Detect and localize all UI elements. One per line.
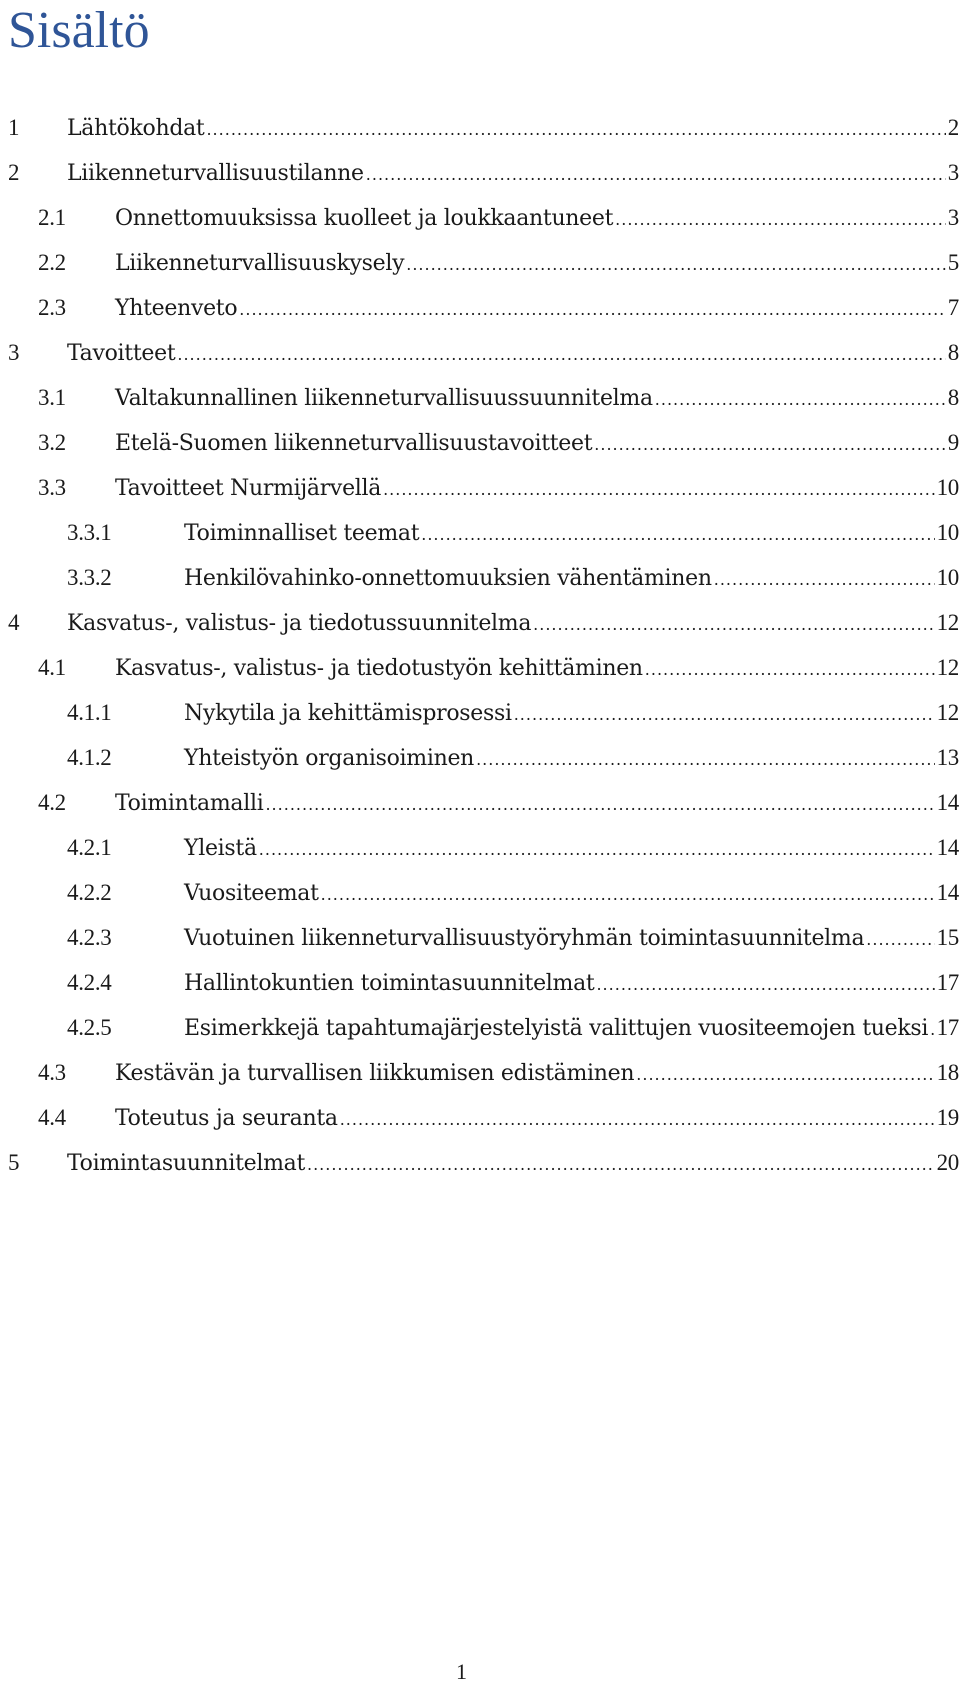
toc-entry-number: 4.3	[38, 1059, 66, 1085]
toc-entry-body	[115, 475, 959, 501]
toc-entry-title: Kestävän ja turvallisen liikkumisen edistäminen	[115, 1060, 635, 1086]
page-number: 1	[456, 1659, 467, 1684]
toc-entry-title: Henkilövahinko-onnettomuuksien vähentäminen	[184, 565, 712, 591]
toc-entry-title: Onnettomuuksissa kuolleet ja loukkaantuneet	[115, 205, 614, 231]
toc-entry-page: 13	[936, 744, 959, 770]
toc-entry[interactable]	[0, 1095, 960, 1140]
toc-entry-page: 8	[947, 339, 959, 365]
toc-entry-body	[67, 160, 959, 186]
toc-entry-title: Tavoitteet	[67, 340, 176, 366]
toc-entry-title: Toiminnalliset teemat	[184, 520, 420, 546]
toc-entry[interactable]	[0, 375, 960, 420]
toc-entry-body	[67, 340, 959, 366]
toc-dot-leader	[655, 390, 946, 409]
toc-entry[interactable]	[0, 645, 960, 690]
toc-entry-page: 12	[936, 654, 959, 680]
toc-entry[interactable]	[0, 510, 960, 555]
toc-entry[interactable]	[0, 555, 960, 600]
toc-entry-body	[67, 115, 959, 141]
toc-entry-title: Esimerkkejä tapahtumajärjestelyistä valittujen vuositeemojen tueksi	[184, 1015, 929, 1041]
toc-entry[interactable]	[0, 735, 960, 780]
toc-entry-body	[184, 970, 959, 996]
toc-entry-page: 7	[947, 294, 959, 320]
toc-dot-leader	[383, 480, 935, 499]
toc-entry-title: Vuotuinen liikenneturvallisuustyöryhmän toimintasuunnitelma	[184, 925, 865, 951]
toc-entry[interactable]	[0, 1005, 960, 1050]
toc-dot-leader	[406, 255, 946, 274]
toc-entry-page: 14	[936, 834, 959, 860]
toc-dot-leader	[476, 750, 935, 769]
toc-entry-number: 4.2.4	[67, 969, 112, 995]
toc-dot-leader	[645, 660, 935, 679]
toc-dot-leader	[340, 1110, 935, 1129]
toc-entry-number: 2.3	[38, 294, 66, 320]
toc-entry-number: 3.1	[38, 384, 66, 410]
toc-entry-body	[67, 610, 959, 636]
toc-entry-page: 10	[936, 474, 959, 500]
toc-entry-number: 4.2	[38, 789, 66, 815]
toc-dot-leader	[636, 1065, 934, 1084]
toc-entry-body	[184, 520, 959, 546]
toc-entry-page: 10	[936, 564, 959, 590]
toc-entry-body	[115, 250, 959, 276]
toc-entry-title: Lähtökohdat	[67, 115, 205, 141]
toc-entry-number: 3.3.2	[67, 564, 112, 590]
toc-dot-leader	[714, 570, 935, 589]
toc-entry-title: Toteutus ja seuranta	[115, 1105, 338, 1131]
toc-entry[interactable]	[0, 1050, 960, 1095]
toc-dot-leader	[615, 210, 946, 229]
toc-entry-page: 20	[936, 1149, 959, 1175]
toc-entry-page: 10	[936, 519, 959, 545]
toc-entry-number: 4.2.3	[67, 924, 112, 950]
toc-dot-leader	[239, 300, 946, 319]
toc-entry-title: Yhteistyön organisoiminen	[184, 745, 475, 771]
toc-entry[interactable]	[0, 465, 960, 510]
toc-entry-body	[115, 430, 959, 456]
toc-entry-body	[115, 1105, 959, 1131]
toc-entry-body	[115, 790, 959, 816]
toc-entry[interactable]	[0, 195, 960, 240]
toc-dot-leader	[259, 840, 935, 859]
toc-entry-page: 17	[936, 969, 959, 995]
toc-entry-title: Yhteenveto	[115, 295, 238, 321]
toc-entry-body	[184, 700, 959, 726]
toc-entry-body	[184, 565, 959, 591]
toc-entry-number: 4	[8, 609, 20, 635]
toc-entry-body	[184, 1015, 959, 1041]
toc-entry[interactable]	[0, 915, 960, 960]
toc-entry[interactable]	[0, 600, 960, 645]
toc-entry-body	[67, 1150, 959, 1176]
toc-entry-number: 4.1.1	[67, 699, 112, 725]
toc-entry-title: Hallintokuntien toimintasuunnitelmat	[184, 970, 595, 996]
toc-dot-leader	[366, 165, 946, 184]
toc-entry-number: 4.1.2	[67, 744, 112, 770]
toc-entry-page: 3	[947, 159, 959, 185]
toc-entry-title: Valtakunnallinen liikenneturvallisuussuunnitelma	[115, 385, 653, 411]
toc-dot-leader	[930, 1020, 934, 1039]
toc-entry-title: Kasvatus-, valistus- ja tiedotustyön kehittäminen	[115, 655, 643, 681]
toc-entry-title: Yleistä	[184, 835, 257, 861]
toc-dot-leader	[596, 975, 934, 994]
toc-entry-number: 2.2	[38, 249, 66, 275]
toc-entry-title: Kasvatus-, valistus- ja tiedotussuunnitelma	[67, 610, 532, 636]
toc-entry[interactable]	[0, 960, 960, 1005]
toc-entry-body	[184, 880, 959, 906]
toc-entry-page: 3	[947, 204, 959, 230]
toc-entry-body	[115, 1060, 959, 1086]
toc-entry-number: 4.4	[38, 1104, 66, 1130]
toc-entry-number: 2.1	[38, 204, 66, 230]
toc-entry[interactable]	[0, 150, 960, 195]
toc-entry-page: 15	[936, 924, 959, 950]
toc-dot-leader	[265, 795, 934, 814]
toc-entry-body	[184, 835, 959, 861]
toc-entry-title: Vuositeemat	[184, 880, 319, 906]
toc-dot-leader	[421, 525, 934, 544]
toc-entry-body	[115, 655, 959, 681]
toc-entry-body	[115, 385, 959, 411]
toc-entry-number: 3.2	[38, 429, 66, 455]
toc-entry[interactable]	[0, 1140, 960, 1185]
toc-entry-page: 9	[947, 429, 959, 455]
toc-entry-title: Etelä-Suomen liikenneturvallisuustavoitteet	[115, 430, 593, 456]
toc-entry[interactable]	[0, 285, 960, 330]
toc-entry-number: 2	[8, 159, 20, 185]
toc-entry-number: 3	[8, 339, 20, 365]
toc-entry[interactable]	[0, 825, 960, 870]
toc-entry-title: Tavoitteet Nurmijärvellä	[115, 475, 382, 501]
toc-entry-number: 4.2.1	[67, 834, 112, 860]
toc-entry-page: 8	[947, 384, 959, 410]
toc-entry-title: Liikenneturvallisuustilanne	[67, 160, 364, 186]
toc-entry[interactable]	[0, 690, 960, 735]
toc-entry-body	[184, 925, 959, 951]
toc-entry-number: 1	[8, 114, 20, 140]
toc-entry-title: Nykytila ja kehittämisprosessi	[184, 700, 512, 726]
toc-entry[interactable]	[0, 420, 960, 465]
toc-entry-body	[115, 205, 959, 231]
toc-entry-title: Toimintasuunnitelmat	[67, 1150, 305, 1176]
toc-entry-page: 19	[936, 1104, 959, 1130]
toc-dot-leader	[533, 615, 934, 634]
toc-entry[interactable]	[0, 870, 960, 915]
toc-dot-leader	[206, 120, 945, 139]
toc-entry-number: 4.2.2	[67, 879, 112, 905]
table-of-contents	[0, 105, 960, 1185]
toc-dot-leader	[594, 435, 946, 454]
toc-entry[interactable]	[0, 330, 960, 375]
toc-entry[interactable]	[0, 240, 960, 285]
toc-entry-body	[184, 745, 959, 771]
toc-dot-leader	[307, 1155, 935, 1174]
toc-entry-page: 12	[936, 609, 959, 635]
toc-entry-number: 3.3.1	[67, 519, 112, 545]
toc-entry-number: 3.3	[38, 474, 66, 500]
toc-entry-number: 4.2.5	[67, 1014, 112, 1040]
toc-entry[interactable]	[0, 780, 960, 825]
toc-entry-body	[115, 295, 959, 321]
page-title: Sisältö	[8, 2, 150, 59]
toc-entry-page: 14	[936, 789, 959, 815]
toc-entry-number: 4.1	[38, 654, 66, 680]
toc-dot-leader	[177, 345, 945, 364]
toc-dot-leader	[321, 885, 935, 904]
toc-entry-page: 18	[936, 1059, 959, 1085]
toc-dot-leader	[514, 705, 935, 724]
toc-dot-leader	[866, 930, 934, 949]
toc-entry-number: 5	[8, 1149, 20, 1175]
toc-entry[interactable]	[0, 105, 960, 150]
toc-entry-page: 12	[936, 699, 959, 725]
toc-entry-page: 5	[947, 249, 959, 275]
toc-entry-page: 2	[947, 114, 959, 140]
toc-entry-title: Toimintamalli	[115, 790, 264, 816]
toc-entry-page: 17	[936, 1014, 959, 1040]
toc-entry-title: Liikenneturvallisuuskysely	[115, 250, 405, 276]
toc-entry-page: 14	[936, 879, 959, 905]
